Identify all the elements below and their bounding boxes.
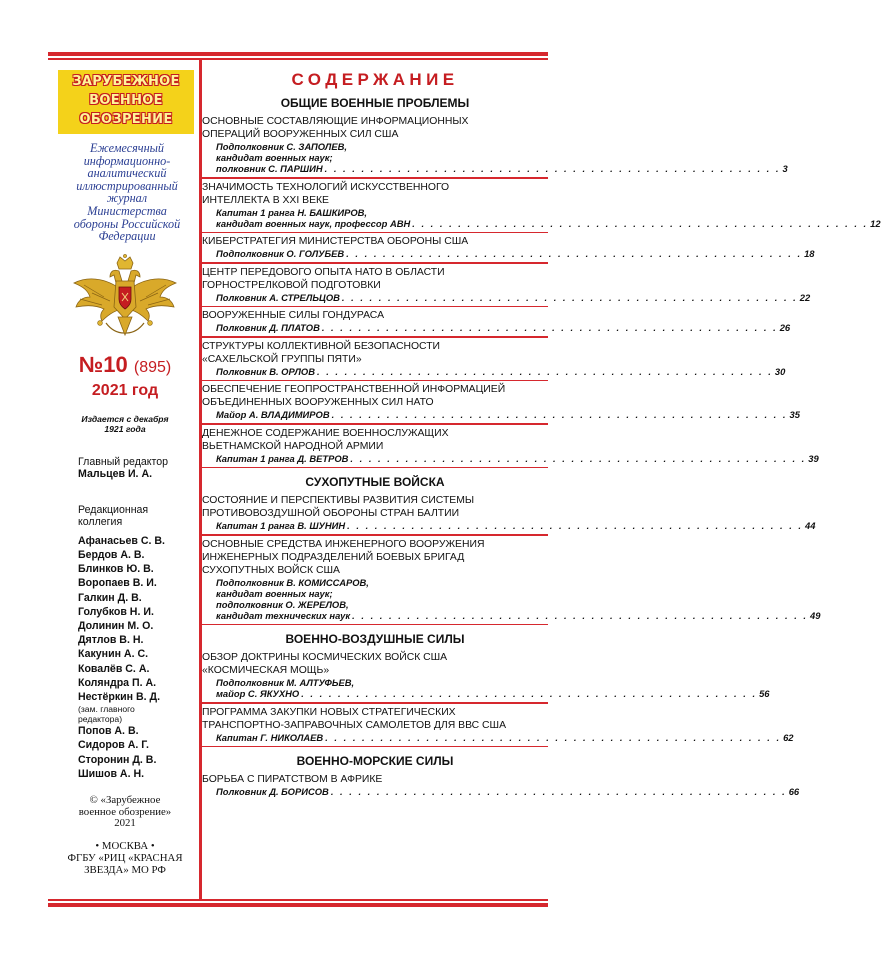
- issue-total: (895): [133, 358, 172, 376]
- board-member: Какунин А. С.: [78, 648, 149, 661]
- article-authors: [216, 322, 791, 333]
- leader-dots: . . . . . . . . . . . . . . . . . . . . . . . . . . . . . . . . . . . . . . . . . . . . . . . . . .: [301, 688, 758, 699]
- page-number: 18: [804, 248, 815, 259]
- editor-name: Мальцев И. А.: [78, 467, 153, 480]
- article-authors: [216, 677, 770, 699]
- article-authors: [216, 365, 786, 377]
- toc-entry: [202, 381, 800, 423]
- article-title-line: ТРАНСПОРТНО-ЗАПРАВОЧНЫХ САМОЛЕТОВ ДЛЯ ВВС США: [202, 719, 506, 731]
- tagline-line: журнал: [106, 191, 148, 206]
- since-line: Издается с декабря: [81, 413, 169, 424]
- editorial-board-label: Редакционная коллегия: [78, 503, 149, 528]
- toc-entry: [202, 536, 821, 624]
- leader-dots: . . . . . . . . . . . . . . . . . . . . . . . . . . . . . . . . . . . . . . . . . . . . . . . . . .: [341, 291, 798, 303]
- author-line: кандидат военных наук;: [216, 152, 333, 163]
- page-number: 66: [788, 786, 800, 797]
- board-member: Шишов А. Н.: [78, 767, 145, 780]
- article-title-line: ПРОТИВОВОЗДУШНОЙ ОБОРОНЫ СТРАН БАЛТИИ: [202, 508, 460, 519]
- author-page-line: [216, 322, 791, 333]
- toc-body: [202, 96, 881, 800]
- author-line: Капитан 1 ранга Д. ВЕТРОВ: [216, 452, 349, 464]
- leader-dots: . . . . . . . . . . . . . . . . . . . . . . . . . . . . . . . . . . . . . . . . . . . . . . . . . .: [346, 248, 803, 259]
- board-member: Сидоров А. Г.: [78, 739, 149, 752]
- toc-entry: [202, 425, 819, 467]
- leader-dots: . . . . . . . . . . . . . . . . . . . . . . . . . . . . . . . . . . . . . . . . . . . . . . . . . .: [412, 217, 869, 229]
- board-member: Долинин М. О.: [78, 619, 154, 632]
- leader-dots: . . . . . . . . . . . . . . . . . . . . . . . . . . . . . . . . . . . . . . . . . . . . . . . . . .: [324, 163, 781, 174]
- author-page-line: [216, 452, 819, 464]
- board-member: Ковалёв С. А.: [78, 662, 150, 675]
- article-authors: [216, 786, 800, 797]
- logo-line: ОБОЗРЕНИЕ: [79, 112, 173, 127]
- author-page-line: [216, 365, 786, 377]
- board-member: Блинков Ю. В.: [78, 563, 154, 576]
- author-page-line: [216, 248, 815, 259]
- board-member: Воропаев В. И.: [78, 577, 157, 590]
- tagline-line: обороны Российской: [73, 216, 181, 231]
- tagline-line: Министерства: [87, 203, 167, 218]
- author-line: Капитан 1 ранга Н. БАШКИРОВ,: [216, 206, 368, 218]
- page-number: 39: [808, 452, 819, 464]
- entry-separator: [202, 467, 548, 469]
- author-page-line: [216, 163, 788, 174]
- leader-dots: . . . . . . . . . . . . . . . . . . . . . . . . . . . . . . . . . . . . . . . . . . . . . . . . . .: [331, 409, 788, 420]
- toc-entry: [202, 264, 811, 306]
- author-line: Капитан 1 ранга В. ШУНИН: [216, 520, 346, 531]
- toc-title: СОДЕРЖАНИЕ: [291, 70, 459, 89]
- bottom-red-stripe: [48, 899, 548, 901]
- board-member: Голубков Н. И.: [78, 605, 154, 618]
- board-member: Нестёркин В. Д.: [78, 690, 161, 703]
- issue-num: №10: [78, 351, 128, 377]
- article-title-line: ЦЕНТР ПЕРЕДОВОГО ОПЫТА НАТО В ОБЛАСТИ: [202, 266, 445, 278]
- magazine-tagline: [58, 142, 196, 243]
- article-title-line: ПРОГРАММА ЗАКУПКИ НОВЫХ СТРАТЕГИЧЕСКИХ: [202, 706, 456, 718]
- since-line: 1921 года: [104, 423, 146, 434]
- page-number: 44: [805, 520, 816, 531]
- table-of-contents: [202, 58, 881, 800]
- article-authors: [216, 731, 794, 743]
- article-title-line: ОПЕРАЦИЙ ВООРУЖЕННЫХ СИЛ США: [202, 129, 399, 140]
- leader-dots: . . . . . . . . . . . . . . . . . . . . . . . . . . . . . . . . . . . . . . . . . . . . . . . . . .: [347, 520, 804, 531]
- article-title-line: ЗНАЧИМОСТЬ ТЕХНОЛОГИЙ ИСКУССТВЕННОГО: [202, 181, 450, 193]
- bottom-red-stripe-thick: [48, 903, 548, 907]
- article-title-line: ИНЖЕНЕРНЫХ ПОДРАЗДЕЛЕНИЙ БОЕВЫХ БРИГАД: [202, 551, 465, 563]
- author-line: кандидат военных наук;: [216, 587, 333, 599]
- copyright: [60, 795, 190, 830]
- article-title-line: ДЕНЕЖНОЕ СОДЕРЖАНИЕ ВОЕННОСЛУЖАЩИХ: [202, 427, 449, 439]
- board-member-note: (зам. главного: [78, 704, 135, 715]
- toc-entry: [202, 649, 770, 702]
- leader-dots: . . . . . . . . . . . . . . . . . . . . . . . . . . . . . . . . . . . . . . . . . . . . . . . . . .: [316, 365, 773, 377]
- author-page-line: [216, 520, 816, 531]
- article-authors: [216, 291, 811, 303]
- article-title-line: «САХЕЛЬСКОЙ ГРУППЫ ПЯТИ»: [202, 353, 362, 365]
- issue-year: 2021 год: [91, 381, 159, 399]
- author-line: Полковник А. СТРЕЛЬЦОВ: [216, 291, 340, 303]
- author-line: Полковник В. ОРЛОВ: [216, 365, 315, 377]
- article-authors: [216, 409, 800, 420]
- magazine-logo: [58, 70, 194, 134]
- double-headed-eagle-emblem-icon: [70, 253, 180, 339]
- author-line: Подполковник В. КОМИССАРОВ,: [216, 576, 369, 588]
- author-line: полковник С. ПАРШИН: [216, 163, 323, 174]
- article-authors: [216, 206, 881, 229]
- board-member: Попов А. В.: [78, 725, 139, 738]
- board-member: Афанасьев С. В.: [78, 534, 165, 547]
- page-number: 30: [774, 365, 786, 377]
- sidebar: [50, 58, 200, 876]
- copyright-line: военное обозрение»: [78, 805, 172, 818]
- author-page-line: [216, 609, 821, 621]
- toc-entry: [202, 704, 794, 746]
- top-red-stripe: [48, 52, 548, 56]
- copyright-line: © «Зарубежное: [89, 794, 161, 806]
- copyright-line: 2021: [114, 817, 136, 829]
- board-member: Галкин Д. В.: [78, 591, 142, 604]
- publisher-line: ФГБУ «РИЦ «КРАСНАЯ: [67, 851, 183, 864]
- author-line: Подполковник С. ЗАПОЛЕВ,: [216, 141, 347, 152]
- article-title-line: ОСНОВНЫЕ СРЕДСТВА ИНЖЕНЕРНОГО ВООРУЖЕНИЯ: [202, 538, 485, 550]
- publisher-line: • МОСКВА •: [95, 839, 155, 852]
- article-authors: [216, 248, 815, 259]
- article-title-line: КИБЕРСТРАТЕГИЯ МИНИСТЕРСТВА ОБОРОНЫ США: [202, 236, 469, 247]
- author-line: Подполковник М. АЛТУФЬЕВ,: [216, 677, 355, 688]
- author-line: Капитан Г. НИКОЛАЕВ: [216, 731, 324, 743]
- tagline-line: информационно-: [83, 153, 171, 168]
- toc-entry: [202, 492, 816, 534]
- toc-entry: [202, 179, 881, 232]
- article-title-line: ОБЗОР ДОКТРИНЫ КОСМИЧЕСКИХ ВОЙСК США: [202, 652, 448, 663]
- author-page-line: [216, 786, 800, 797]
- article-title-line: ОСНОВНЫЕ СОСТАВЛЯЮЩИЕ ИНФОРМАЦИОННЫХ: [202, 116, 469, 127]
- author-page-line: [216, 217, 881, 229]
- tagline-line: Федерации: [98, 229, 156, 244]
- article-title-line: СОСТОЯНИЕ И ПЕРСПЕКТИВЫ РАЗВИТИЯ СИСТЕМЫ: [202, 495, 475, 506]
- toc-entry: [202, 307, 791, 336]
- board-member: Сторонин Д. В.: [78, 753, 157, 766]
- leader-dots: . . . . . . . . . . . . . . . . . . . . . . . . . . . . . . . . . . . . . . . . . . . . . . . . . .: [321, 322, 778, 333]
- article-title-line: «КОСМИЧЕСКАЯ МОЩЬ»: [202, 665, 330, 676]
- page-number: 3: [782, 163, 788, 174]
- board-member: Бердов А. В.: [78, 548, 145, 561]
- author-line: кандидат военных наук, профессор АВН: [216, 217, 411, 229]
- article-title-line: ОБЕСПЕЧЕНИЕ ГЕОПРОСТРАНСТВЕННОЙ ИНФОРМАЦИЕЙ: [202, 384, 506, 395]
- page-number: 12: [870, 217, 881, 229]
- page-number: 35: [789, 409, 800, 420]
- section-title: ВОЕННО-ВОЗДУШНЫЕ СИЛЫ: [285, 632, 465, 646]
- article-title-line: ОБЪЕДИНЕННЫХ ВООРУЖЕННЫХ СИЛ НАТО: [202, 397, 434, 408]
- publisher-line: ЗВЕЗДА» МО РФ: [84, 863, 166, 876]
- toc-entry: [202, 771, 800, 800]
- page-number: 22: [799, 291, 811, 303]
- editor-label: Главный редактор: [78, 455, 169, 468]
- leader-dots: . . . . . . . . . . . . . . . . . . . . . . . . . . . . . . . . . . . . . . . . . . . . . . . . . .: [350, 452, 807, 464]
- tagline-line: иллюстрированный: [76, 178, 178, 193]
- board-member: Коляндра П. А.: [78, 676, 157, 689]
- toc-entry: [202, 113, 788, 177]
- author-line: Майор А. ВЛАДИМИРОВ: [216, 409, 330, 420]
- tagline-line: Ежемесячный: [89, 141, 165, 155]
- tagline-line: аналитический: [87, 166, 167, 181]
- author-line: подполковник О. ЖЕРЕЛОВ,: [216, 598, 349, 610]
- author-page-line: [216, 291, 811, 303]
- article-title-line: БОРЬБА С ПИРАТСТВОМ В АФРИКЕ: [202, 774, 383, 785]
- article-authors: [216, 141, 788, 174]
- logo-line: ЗАРУБЕЖНОЕ: [72, 74, 180, 89]
- logo-line: ВОЕННОЕ: [89, 93, 163, 108]
- toc-entry: [202, 338, 786, 380]
- article-title-line: СУХОПУТНЫХ ВОЙСК США: [202, 564, 340, 576]
- page-number: 26: [779, 322, 791, 333]
- board-member: Дятлов В. Н.: [78, 634, 144, 647]
- publisher: [60, 840, 190, 876]
- section-title: ВОЕННО-МОРСКИЕ СИЛЫ: [296, 754, 454, 768]
- page-number: 49: [810, 609, 821, 621]
- leader-dots: . . . . . . . . . . . . . . . . . . . . . . . . . . . . . . . . . . . . . . . . . . . . . . . . . .: [352, 609, 809, 621]
- entry-separator: [202, 624, 548, 626]
- leader-dots: . . . . . . . . . . . . . . . . . . . . . . . . . . . . . . . . . . . . . . . . . . . . . . . . . .: [325, 731, 782, 743]
- author-line: кандидат технических наук: [216, 609, 351, 621]
- author-page-line: [216, 731, 794, 743]
- board-member-note: редактора): [78, 714, 123, 725]
- leader-dots: . . . . . . . . . . . . . . . . . . . . . . . . . . . . . . . . . . . . . . . . . . . . . . . . . .: [330, 786, 787, 797]
- page-number: 62: [783, 731, 794, 743]
- article-authors: [216, 576, 821, 621]
- published-since: [50, 414, 200, 434]
- author-line: Подполковник О. ГОЛУБЕВ: [216, 248, 345, 259]
- article-title-line: СТРУКТУРЫ КОЛЛЕКТИВНОЙ БЕЗОПАСНОСТИ: [202, 340, 441, 352]
- section-title: СУХОПУТНЫЕ ВОЙСКА: [305, 475, 445, 489]
- article-title-line: ГОРНОСТРЕЛКОВОЙ ПОДГОТОВКИ: [202, 279, 381, 291]
- author-line: Полковник Д. БОРИСОВ: [216, 786, 329, 797]
- section-title: ОБЩИЕ ВОЕННЫЕ ПРОБЛЕМЫ: [280, 96, 470, 110]
- author-line: майор С. ЯКУХНО: [216, 688, 300, 699]
- article-authors: [216, 452, 819, 464]
- entry-separator: [202, 746, 548, 748]
- page-number: 56: [759, 688, 770, 699]
- issue-number: [50, 353, 200, 380]
- author-page-line: [216, 688, 770, 699]
- author-line: Полковник Д. ПЛАТОВ: [216, 322, 320, 333]
- author-page-line: [216, 409, 800, 420]
- article-title-line: ИНТЕЛЛЕКТА В XXI ВЕКЕ: [202, 194, 329, 206]
- article-title-line: ВЬЕТНАМСКОЙ НАРОДНОЙ АРМИИ: [202, 440, 384, 452]
- editorial-board-list: [78, 534, 200, 781]
- article-title-line: ВООРУЖЕННЫЕ СИЛЫ ГОНДУРАСА: [202, 310, 385, 321]
- article-authors: [216, 520, 816, 531]
- toc-entry: [202, 233, 815, 262]
